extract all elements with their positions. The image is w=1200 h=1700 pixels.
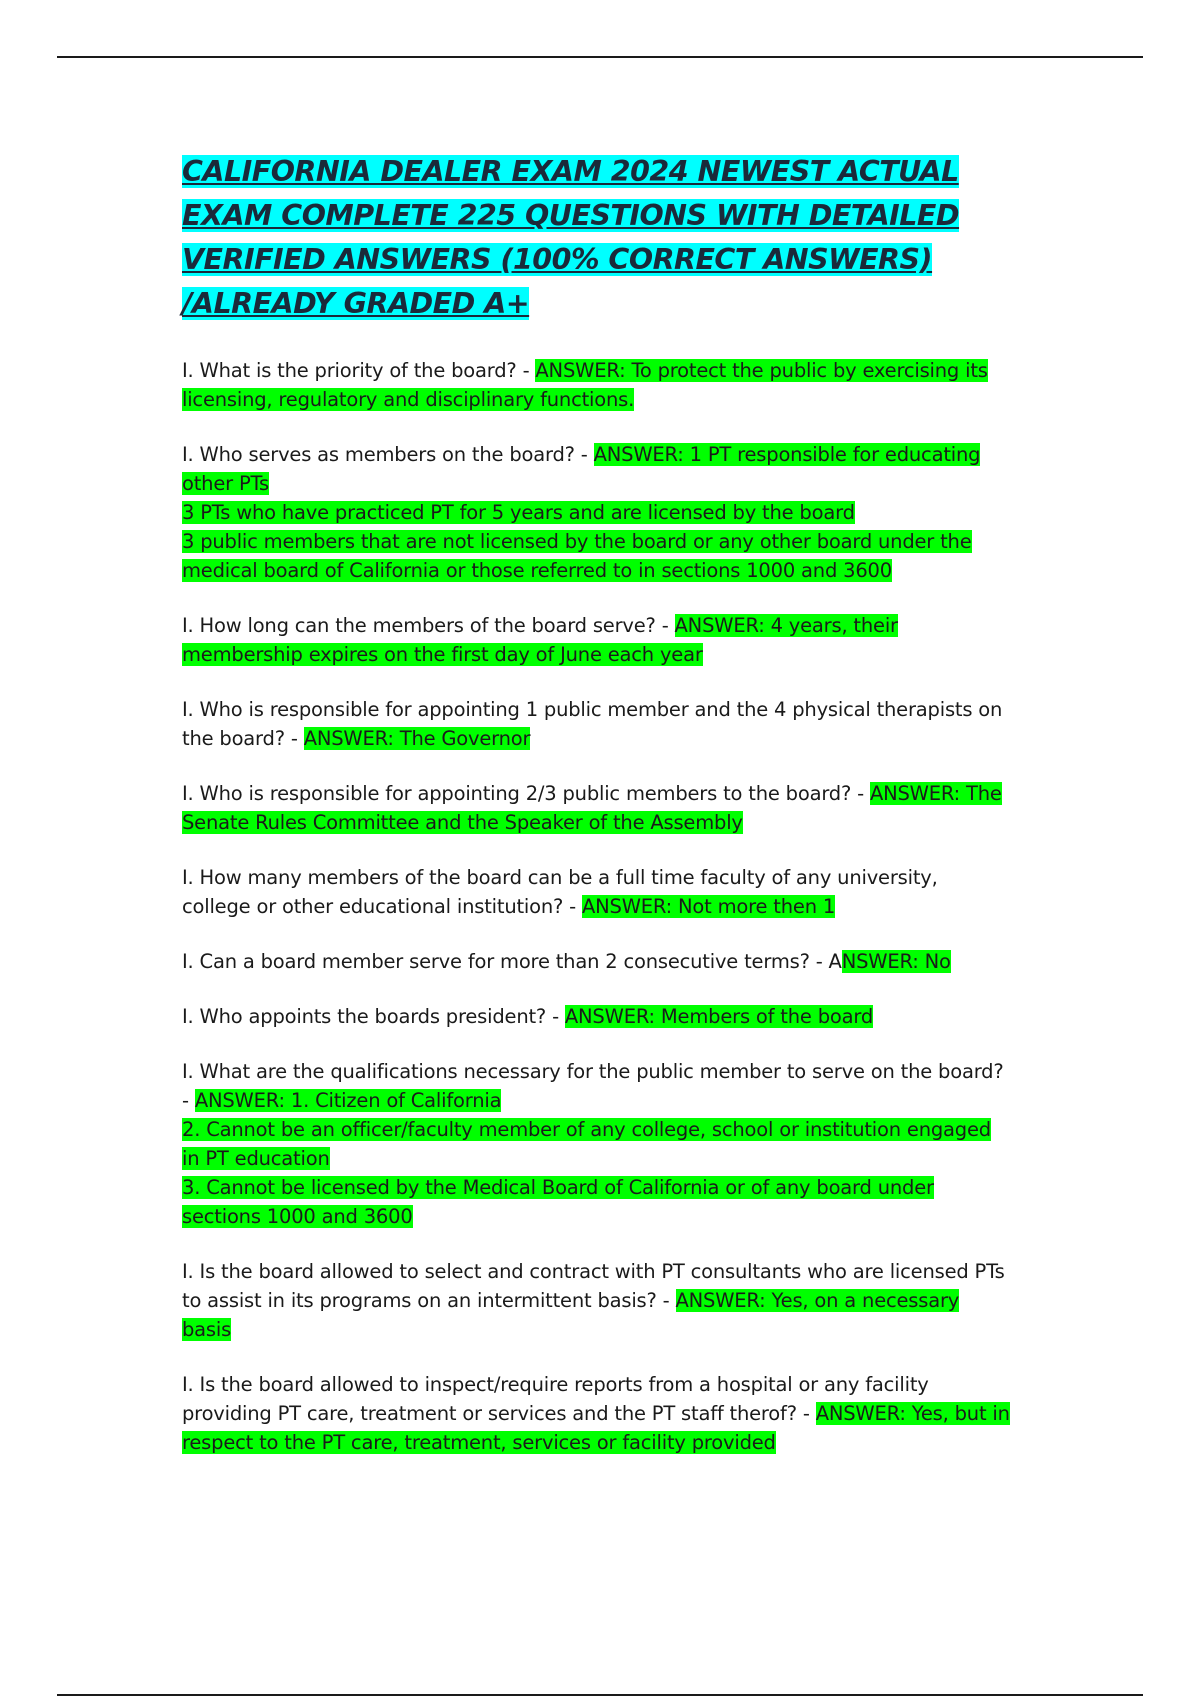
document-title-text: CALIFORNIA DEALER EXAM 2024 NEWEST ACTUAL EXAM COMPLETE 225 QUESTIONS WITH DETAILED VERIFIED ANSWERS (100% CORRECT ANSWERS) /ALREADY GRADED A+ xyxy=(182,155,960,320)
question-text: I. How many members of the board can be a full time faculty of any university, college or other educational institution? - xyxy=(182,866,938,918)
answer-text: NSWER: No xyxy=(841,950,951,973)
qa-item xyxy=(182,1257,1012,1344)
question-text: I. Is the board allowed to inspect/require reports from a hospital or any facility providing PT care, treatment or services and the PT staff therof? - xyxy=(182,1373,929,1425)
qa-item xyxy=(182,779,1012,837)
answer-text: 3. Cannot be licensed by the Medical Board of California or of any board under sections 1000 and 3600 xyxy=(182,1176,934,1228)
question-text: I. What is the priority of the board? - xyxy=(182,359,536,382)
answer-text: ANSWER: The Governor xyxy=(303,727,531,750)
answer-text: ANSWER: To protect the public by exercising its licensing, regulatory and disciplinary functions. xyxy=(182,359,988,411)
answer-text: ANSWER: Not more then 1 xyxy=(582,895,836,918)
question-text: I. Who is responsible for appointing 1 public member and the 4 physical therapists on the board? - xyxy=(182,698,1003,750)
answer-text: ANSWER: The Senate Rules Committee and the Speaker of the Assembly xyxy=(182,782,1002,834)
question-text: I. Is the board allowed to select and contract with PT consultants who are licensed PTs to assist in its programs on an intermittent basis? - xyxy=(182,1260,1005,1312)
qa-item xyxy=(182,356,1012,414)
answer-text: ANSWER: Yes, but in respect to the PT care, treatment, services or facility provided xyxy=(182,1402,1010,1454)
qa-list xyxy=(182,356,1012,1457)
qa-item xyxy=(182,695,1012,753)
answer-text: 2. Cannot be an officer/faculty member of any college, school or institution engaged in PT education xyxy=(182,1118,991,1170)
document-title xyxy=(182,150,972,326)
answer-text: ANSWER: Yes, on a necessary basis xyxy=(182,1289,960,1341)
answer-text: ANSWER: 1 PT responsible for educating other PTs xyxy=(182,443,981,495)
question-text: I. Who serves as members on the board? - xyxy=(182,443,594,466)
question-text: I. What are the qualifications necessary for the public member to serve on the board? - xyxy=(182,1060,1004,1112)
answer-text: ANSWER: Members of the board xyxy=(564,1005,874,1028)
answer-text: 3 public members that are not licensed by the board or any other board under the medical board of California or those referred to in sections 1000 and 3600 xyxy=(182,530,972,582)
document-body xyxy=(182,150,1012,1483)
qa-item xyxy=(182,1002,1012,1031)
bottom-rule xyxy=(57,1694,1143,1696)
qa-item xyxy=(182,1057,1012,1231)
qa-item xyxy=(182,1370,1012,1457)
qa-item xyxy=(182,863,1012,921)
qa-item xyxy=(182,947,1012,976)
question-text: I. How long can the members of the board serve? - xyxy=(182,614,675,637)
question-text: I. Who is responsible for appointing 2/3 public members to the board? - xyxy=(182,782,870,805)
answer-text: ANSWER: 1. Citizen of California xyxy=(194,1089,502,1112)
top-rule xyxy=(57,56,1143,58)
qa-item xyxy=(182,440,1012,585)
answer-text: ANSWER: 4 years, their membership expires on the first day of June each year xyxy=(182,614,898,666)
question-text: I. Who appoints the boards president? - xyxy=(182,1005,565,1028)
question-text: I. Can a board member serve for more than 2 consecutive terms? - A xyxy=(182,950,842,973)
qa-item xyxy=(182,611,1012,669)
answer-text: 3 PTs who have practiced PT for 5 years and are licensed by the board xyxy=(182,501,855,524)
